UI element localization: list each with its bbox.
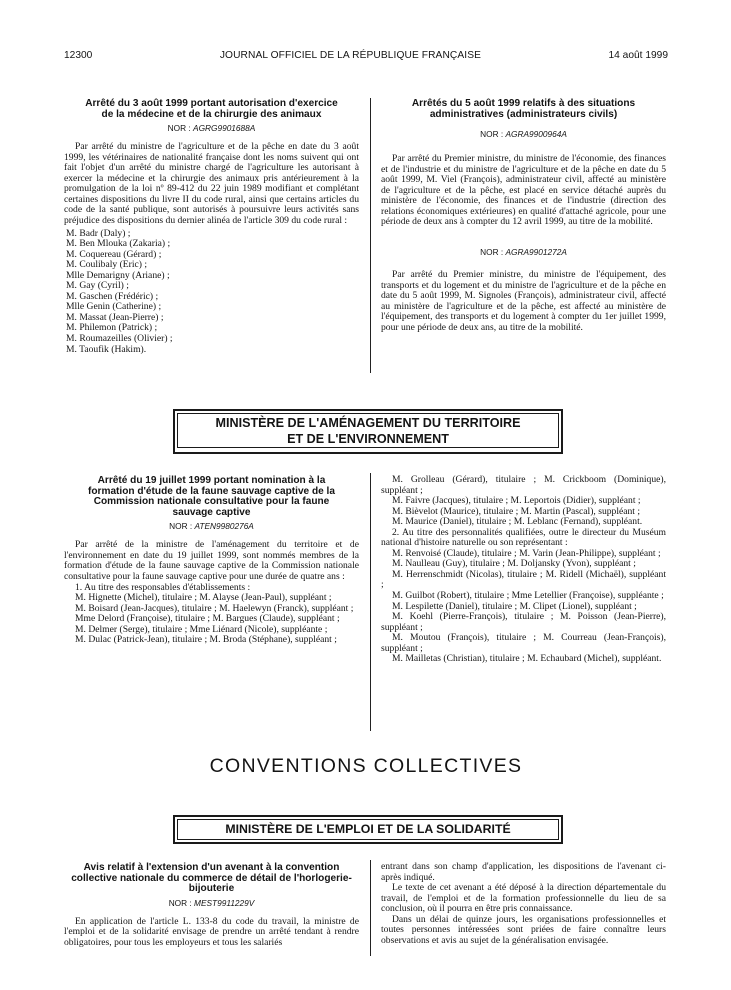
article-paragraph: Par arrêté du ministre de l'agriculture et de la pêche en date du 3 août 1999, les vétérinaires de nationalité française dont les noms suivent qui ont fait l'objet d'un arrêté du ministre chargé de l'agriculture les autorisant à exercer la médecine et la chirurgie des animaux pris antérieurement à la promulgation de la loi nº 89-412 du 22 juin 1989 modifiant et complétant certaines dispositions du livre II du code rural, ainsi que certains articles du code de la santé publique, sont autorisés à poursuivre leurs activités sans préjudice des dispositions du dernier alinéa de l'article 309 du code rural : (64, 141, 359, 227)
member-entry: M. Hignette (Michel), titulaire ; M. Alayse (Jean-Paul), suppléant ; (75, 592, 332, 604)
ministry-heading-line: ET DE L'ENVIRONNEMENT (287, 432, 449, 446)
member-entry: M. Bièvelot (Maurice), titulaire ; M. Martin (Pascal), suppléant ; (392, 505, 641, 517)
nor-label: NOR : (480, 129, 506, 140)
nor-reference (64, 123, 359, 133)
article-collective-agreement-extension (64, 863, 359, 948)
list-item: M. Gay (Cyril) ; (66, 280, 129, 292)
article-veterinary-authorisation (64, 99, 359, 355)
member-entry: M. Faivre (Jacques), titulaire ; M. Leportois (Didier), suppléant ; (392, 495, 641, 507)
list-item: M. Philemon (Patrick) ; (66, 322, 158, 334)
member-entry: M. Delmer (Serge), titulaire ; Mme Liénard (Nicole), suppléante ; (75, 623, 328, 635)
member-entry: M. Naulleau (Guy), titulaire ; M. Doljansky (Yvon), suppléant ; (392, 558, 636, 570)
list-item: Mlle Genin (Catherine) ; (66, 301, 162, 313)
nor-code: AGRG9901688A (193, 123, 256, 134)
member-entry: M. Guilbot (Robert), titulaire ; Mme Letellier (Françoise), suppléante ; (392, 590, 664, 602)
list-item: M. Badr (Daly) ; (66, 227, 131, 239)
article-body (381, 154, 666, 228)
section-heading: 1. Au titre des responsables d'établissements : (75, 581, 251, 593)
nor-label: NOR : (169, 521, 195, 532)
section-heading: 2. Au titre des personnalités qualifiées, outre le directeur du Muséum national d'histoire naturelle ou son représentant : (381, 526, 666, 549)
ministry-heading-box (173, 815, 563, 844)
list-item: Mlle Demarigny (Ariane) ; (66, 269, 170, 281)
nor-reference (381, 129, 666, 139)
nor-code: AGRA9900964A (505, 129, 567, 140)
list-item: M. Gaschen (Frédéric) ; (66, 290, 159, 302)
member-entry: M. Moutou (François), titulaire ; M. Courreau (Jean-François), suppléant ; (381, 632, 666, 654)
nor-reference (64, 898, 359, 908)
list-item: M. Roumazeilles (Olivier) ; (66, 333, 173, 345)
article-wildlife-commission (64, 476, 359, 646)
nor-label: NOR : (168, 897, 195, 908)
article-wildlife-commission-continued (381, 475, 666, 665)
member-entry: M. Mailletas (Christian), titulaire ; M. Echaubard (Michel), suppléant. (392, 653, 662, 665)
page-header (64, 50, 668, 61)
list-item: M. Ben Mlouka (Zakaria) ; (66, 238, 171, 250)
member-entry: M. Koehl (Pierre-François), titulaire ; M. Poisson (Jean-Pierre), suppléant ; (381, 611, 666, 633)
column-divider (370, 473, 371, 731)
member-entry: M. Dulac (Patrick-Jean), titulaire ; M. Broda (Stéphane), suppléant ; (75, 634, 337, 646)
article-title: Arrêté du 3 août 1999 portant autorisation d'exercice de la médecine et de la chirurgie des animaux (85, 98, 338, 120)
nor-reference (64, 521, 359, 531)
article-paragraph: Dans un délai de quinze jours, les organisations professionnelles et toutes personnes intéressées sont priées de faire connaître leurs observations et avis au sujet de la généralisation envisagée. (381, 913, 666, 946)
nor-code: AGRA9901272A (505, 247, 567, 258)
member-entry: M. Renvoisé (Claude), titulaire ; M. Varin (Jean-Philippe), suppléant ; (392, 547, 661, 559)
article-title: Arrêtés du 5 août 1999 relatifs à des situations administratives (administrateurs civils) (411, 98, 636, 120)
ministry-heading (177, 413, 559, 448)
list-item: M. Taoufik (Hakim). (66, 343, 147, 355)
column-divider (370, 98, 371, 373)
nor-code: ATEN9980276A (194, 521, 254, 532)
article-paragraph: Par arrêté du Premier ministre, du ministre de l'équipement, des transports et du logement et du ministre de l'agriculture et de la pêche en date du 5 août 1999, M. Signoles (François), administrateur civil, affecté au ministère de l'agriculture et de la pêche, est affecté au ministère de l'équipement, des transports et du logement à compter du 1er juillet 1999, pour une période de deux ans, au titre de la mobilité. (381, 269, 666, 333)
article-title: Avis relatif à l'extension d'un avenant à la convention collective nationale du commerce de détail de l'horlogerie-bijouterie (71, 862, 352, 895)
nor-label: NOR : (167, 123, 194, 134)
nor-label: NOR : (480, 247, 506, 258)
article-administrative-situations (381, 99, 666, 333)
ministry-heading: MINISTÈRE DE L'EMPLOI ET DE LA SOLIDARITÉ (177, 819, 559, 840)
list-item: M. Coquereau (Gérard) ; (66, 248, 162, 260)
member-entry: M. Boisard (Jean-Jacques), titulaire ; M. Haelewyn (Franck), suppléant ; (75, 602, 354, 614)
article-paragraph: Par arrêté du Premier ministre, du ministre de l'économie, des finances et de l'industrie et du ministre de l'agriculture et de la pêche en date du 5 août 1999, M. Viel (François), administrateur civil, affecté au ministère de l'agriculture et de la pêche, est placé en service détaché auprès du ministère de l'économie, des finances et de l'industrie (direction des relations économiques extérieures) en qualité d'attaché agricole, pour une période de deux ans à compter du 12 avril 1999, au titre de la mobilité. (381, 153, 666, 228)
veterinarian-list (64, 229, 359, 356)
page-number: 12300 (64, 50, 93, 61)
nor-code: MEST9911229V (194, 897, 255, 908)
ministry-heading-line: MINISTÈRE DE L'AMÉNAGEMENT DU TERRITOIRE (215, 416, 521, 430)
header-date: 14 août 1999 (608, 50, 668, 61)
article-body (64, 142, 359, 226)
article-body (381, 270, 666, 333)
member-entry: M. Herrenschmidt (Nicolas), titulaire ; M. Ridell (Michaël), suppléant ; (381, 568, 666, 591)
member-entry: M. Maurice (Daniel), titulaire ; M. Leblanc (Fernand), suppléant. (392, 516, 643, 528)
section-title-conventions: CONVENTIONS COLLECTIVES (209, 755, 523, 777)
ministry-heading-box (173, 409, 563, 454)
article-body (64, 917, 359, 949)
member-entry: Mme Delord (Françoise), titulaire ; M. Bargues (Claude), suppléant ; (75, 613, 340, 625)
article-title: Arrêté du 19 juillet 1999 portant nomination à la formation d'étude de la faune sauvage captive de la Commission nationale consultative pour la faune sauvage captive (88, 475, 335, 518)
article-paragraph: En application de l'article L. 133-8 du code du travail, la ministre de l'emploi et de la solidarité envisage de prendre un arrêté tendant à rendre obligatoires, pour tous les employeurs et tous les salariés (64, 915, 359, 948)
article-collective-agreement-continued (381, 862, 666, 946)
member-entry: M. Lespilette (Daniel), titulaire ; M. Clipet (Lionel), suppléant ; (392, 600, 637, 612)
journal-title: JOURNAL OFFICIEL DE LA RÉPUBLIQUE FRANÇAISE (219, 50, 481, 61)
article-paragraph: Le texte de cet avenant a été déposé à la direction départementale du travail, de l'emploi et de la formation professionnelle du lieu de sa conclusion, où il pourra en être pris connaissance. (381, 882, 666, 915)
member-entry: M. Grolleau (Gérard), titulaire ; M. Crickboom (Dominique), suppléant ; (381, 474, 666, 496)
article-paragraph: Par arrêté de la ministre de l'aménagement du territoire et de l'environnement en date du 19 juillet 1999, sont nommés membres de la formation d'étude de la faune sauvage captive de la Commission nationale consultative pour la faune sauvage captive pour une durée de quatre ans : (64, 539, 359, 583)
article-paragraph: entrant dans son champ d'application, les dispositions de l'avenant ci-après indiqué. (381, 861, 666, 883)
list-item: M. Massat (Jean-Pierre) ; (66, 311, 164, 323)
nor-reference (381, 247, 666, 257)
list-item: M. Coulibaly (Eric) ; (66, 259, 147, 271)
column-divider (370, 860, 371, 956)
article-body (64, 540, 359, 645)
